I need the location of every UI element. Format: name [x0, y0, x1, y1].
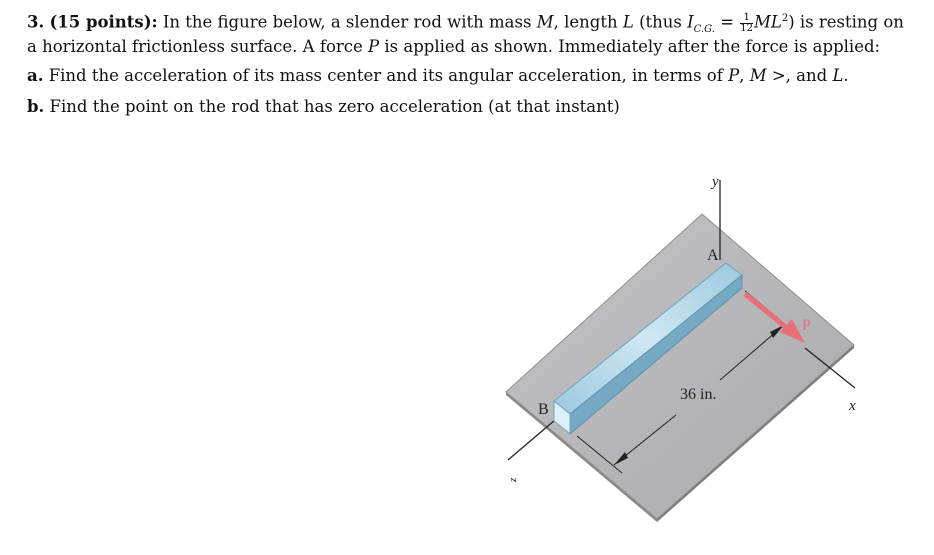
part-a-symbol-l: L [832, 65, 844, 85]
part-b-text-1: Find the point on the rod that has zero acceleration (at that instant) [49, 96, 620, 116]
fraction-denominator: 12 [740, 22, 753, 34]
label-z: z [507, 477, 519, 482]
intro-text-1: In the figure below, a slender rod with mass [162, 12, 532, 32]
rod-figure [480, 160, 880, 540]
intro-text-5: is applied as shown. Immediately after the force is applied: [384, 36, 881, 56]
inertia-symbol: I [687, 12, 694, 32]
part-b [27, 97, 912, 117]
mass-symbol: M [536, 12, 554, 32]
part-a-text-3: . [843, 65, 849, 85]
part-a-symbol-p: P [728, 65, 740, 85]
intro-text-3: (thus [639, 12, 682, 32]
part-a-label: a. [27, 65, 44, 85]
fraction-numerator: 1 [740, 13, 753, 24]
label-p: P [802, 317, 811, 334]
problem-intro [27, 10, 912, 55]
intro-text-4: ) is resting on a horizontal frictionless surface. A force [27, 12, 904, 56]
problem-number: 3. [27, 12, 45, 32]
equals-sign: = [720, 12, 735, 32]
rod-diagram [480, 160, 880, 540]
part-a-text-2: >, and [771, 65, 828, 85]
part-a-symbol-m: M [749, 65, 767, 85]
label-a: A [707, 247, 719, 264]
inertia-subscript: C.G. [693, 23, 715, 35]
inertia-expression: ML [754, 12, 782, 32]
label-x: x [849, 398, 856, 414]
part-b-label: b. [27, 96, 45, 116]
inertia-exponent: 2 [781, 13, 789, 24]
length-symbol: L [622, 12, 634, 32]
problem-statement [27, 10, 912, 117]
part-a-separator: , [739, 65, 745, 85]
label-b: B [538, 401, 549, 418]
force-symbol: P [368, 36, 380, 56]
part-a [27, 66, 912, 86]
intro-text-2: , length [553, 12, 618, 32]
part-a-text-1: Find the acceleration of its mass center and its angular acceleration, in terms of [48, 65, 723, 85]
fraction [740, 13, 753, 34]
problem-points: (15 points): [49, 12, 158, 32]
label-y: y [712, 174, 719, 190]
surface-plate [506, 214, 854, 519]
dimension-label: 36 in. [680, 386, 717, 403]
z-axis [508, 420, 555, 460]
